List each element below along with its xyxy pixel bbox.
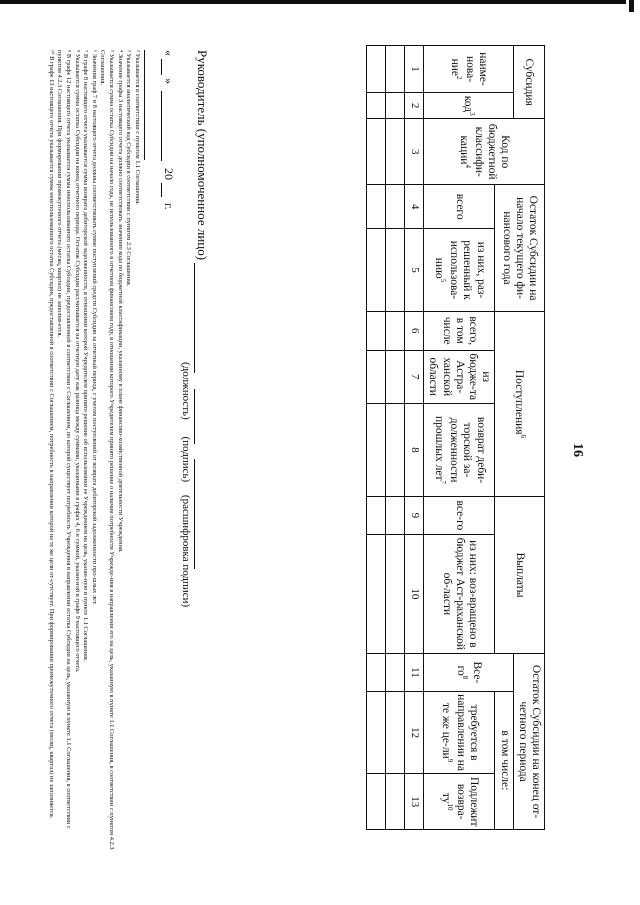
page-number: 16 xyxy=(570,443,585,457)
date-close-quote: » xyxy=(162,78,176,84)
position-blank xyxy=(194,263,195,373)
column-number: 8 xyxy=(405,403,424,496)
header-payments: Выплаты xyxy=(495,497,545,654)
column-number: 11 xyxy=(405,654,424,692)
header-budget-code: Код по бюджетной классифи-кации$^4$ xyxy=(424,119,545,185)
column-number: 13 xyxy=(405,774,424,830)
header-receipts-total: всего, в том числе xyxy=(424,311,495,350)
date-year-suffix: г. xyxy=(162,203,176,210)
header-end-return: Подлежит возвра-$ту^{10}$ xyxy=(424,774,495,830)
footnote: ⁴ Значение графы 3 настоящего отчета должно соответствовать значению кода по бюджетной классификации, указанному в плане финансово-хозяйственной деятельности Учреждения. xyxy=(116,50,124,553)
signature-caption: (подпись) xyxy=(180,436,192,483)
date-line xyxy=(161,50,176,210)
header-receipts-return: возврат деби-торской за-долженности прошлых лет$^7$ xyxy=(424,403,495,496)
footnote: ¹⁰ В графе 13 настоящего отчета указывается сумма неиспользованного остатка Субсидии, предоставленной в соответствии с Соглашением, потребность в направлении которой на те же цели от-сутствует. При формировании промежуточного отчета (месяц, квартал) не заполняется. xyxy=(47,50,55,819)
scan-edge-line xyxy=(0,0,626,4)
decoding-caption: (расшифровка подписи) xyxy=(180,494,192,608)
header-start-balance: Остаток Субсидии на начало текущего фи-нансового года xyxy=(495,185,545,312)
footnote: ⁵ Указывается сумма остатка Субсидии на начало года, не использованного в отчетном финансовом году, в отношении которого Учредителем принято решение о наличии потребности Учрежде-ния в направлении его на цель, указанную в пункте 1.1 Соглашения, в соответствии с пунктом 4.2.3 Соглашения. xyxy=(99,50,116,850)
header-end-including: в том числе: xyxy=(495,691,513,829)
column-number: 6 xyxy=(405,311,424,350)
column-number: 12 xyxy=(405,691,424,774)
footnotes xyxy=(46,50,141,850)
date-month-blank xyxy=(161,91,162,161)
footnote-rule xyxy=(144,50,145,160)
column-number-row xyxy=(405,46,424,830)
date-open-quote: « xyxy=(162,50,176,56)
column-number: 1 xyxy=(405,46,424,93)
date-year-blank xyxy=(161,183,162,197)
signature-blank xyxy=(194,389,195,444)
header-start-total: всего xyxy=(424,185,495,229)
footnote: ² Указывается в соответствии с пунктом 1.1 Соглашения. xyxy=(134,50,141,205)
footnote: ³ Указывается аналитический код Субсидии в соответствии с пунктом 2.3 Соглашения. xyxy=(125,50,133,287)
header-start-allowed: из них, раз-решенный к использова-нию$^5$ xyxy=(424,229,495,312)
date-year-prefix: 20 xyxy=(162,168,176,180)
header-payments-returned: из них: воз-вращено в бюджет Аст-раханской об-ласти xyxy=(424,534,495,653)
column-number: 7 xyxy=(405,350,424,403)
header-end-balance: Остаток Субсидии на конец от-четного периода xyxy=(513,654,544,830)
empty-data-row xyxy=(386,46,405,830)
header-receipts: Поступления$^6$ xyxy=(495,311,545,496)
position-caption: (должность) xyxy=(180,362,192,420)
header-row-1 xyxy=(513,46,544,830)
date-day-blank xyxy=(161,59,162,75)
header-payments-total: все-го xyxy=(424,497,495,535)
header-name: наиме-нова-ние$^2$ xyxy=(424,46,513,93)
column-number: 9 xyxy=(405,497,424,535)
column-number: 2 xyxy=(405,93,424,119)
footnote: ⁷ В графе 8 настоящего отчета указывается сумма возврата дебиторской задолженности, в отношении которой Учредителем принято решение об использовании ее Учреждением на цель, указан-ную в пункте 1.1 Соглашения. xyxy=(82,50,90,662)
header-end-total: Все-$го^8$ xyxy=(424,654,513,692)
rotated-document-page xyxy=(25,20,615,880)
scan-edge-mark xyxy=(0,0,640,12)
column-number: 4 xyxy=(405,185,424,229)
column-number: 3 xyxy=(405,119,424,185)
footnote: ⁸ Указывается сумма остатка Субсидии на конец отчетного периода. Остаток Субсидии рассчитывается на отчетную дату как разница между суммами, указанными в графах 4, 6 и суммой, указан-ной в графе 9 настоящего отчета. xyxy=(73,50,81,673)
footnote: ⁶ Значения граф 7 и 8 настоящего отчета должны соответствовать сумме поступлений средств Субсидии за отчетный период, с учетом поступлений от возврата дебиторской задолженности про-шлых лет. xyxy=(90,50,98,605)
header-subsidy: Субсидия xyxy=(513,46,544,119)
head-label: Руководитель (уполномоченное лицо) xyxy=(195,50,210,261)
decoding-blank xyxy=(194,459,195,569)
header-end-required: требуется в направлении на те же $це-ли^9$ xyxy=(424,691,495,774)
column-number: 5 xyxy=(405,229,424,312)
footnote: ⁹ В графе 12 настоящего отчета указывается сумма неиспользованного остатка Субсидии, предоставленной в соответствии с Соглашением, по которой существует потребность Учреждения в направлении остатка Субсидии на цель, указанную в пункте 1.1 Соглашения, в соответствии с пунктом 4.2.3 Соглашения. При формировании промежуточного отчета (месяц, квартал) не заполня-ется. xyxy=(56,50,72,829)
subsidy-report-table xyxy=(366,45,545,830)
scan-edge-tick xyxy=(629,0,634,12)
header-receipts-budget: из бюдже-та Астра-ханской области xyxy=(424,350,495,403)
column-number: 10 xyxy=(405,534,424,653)
empty-data-row xyxy=(367,46,386,830)
header-code: код$^3$ xyxy=(424,93,513,119)
signature-captions xyxy=(180,362,192,607)
